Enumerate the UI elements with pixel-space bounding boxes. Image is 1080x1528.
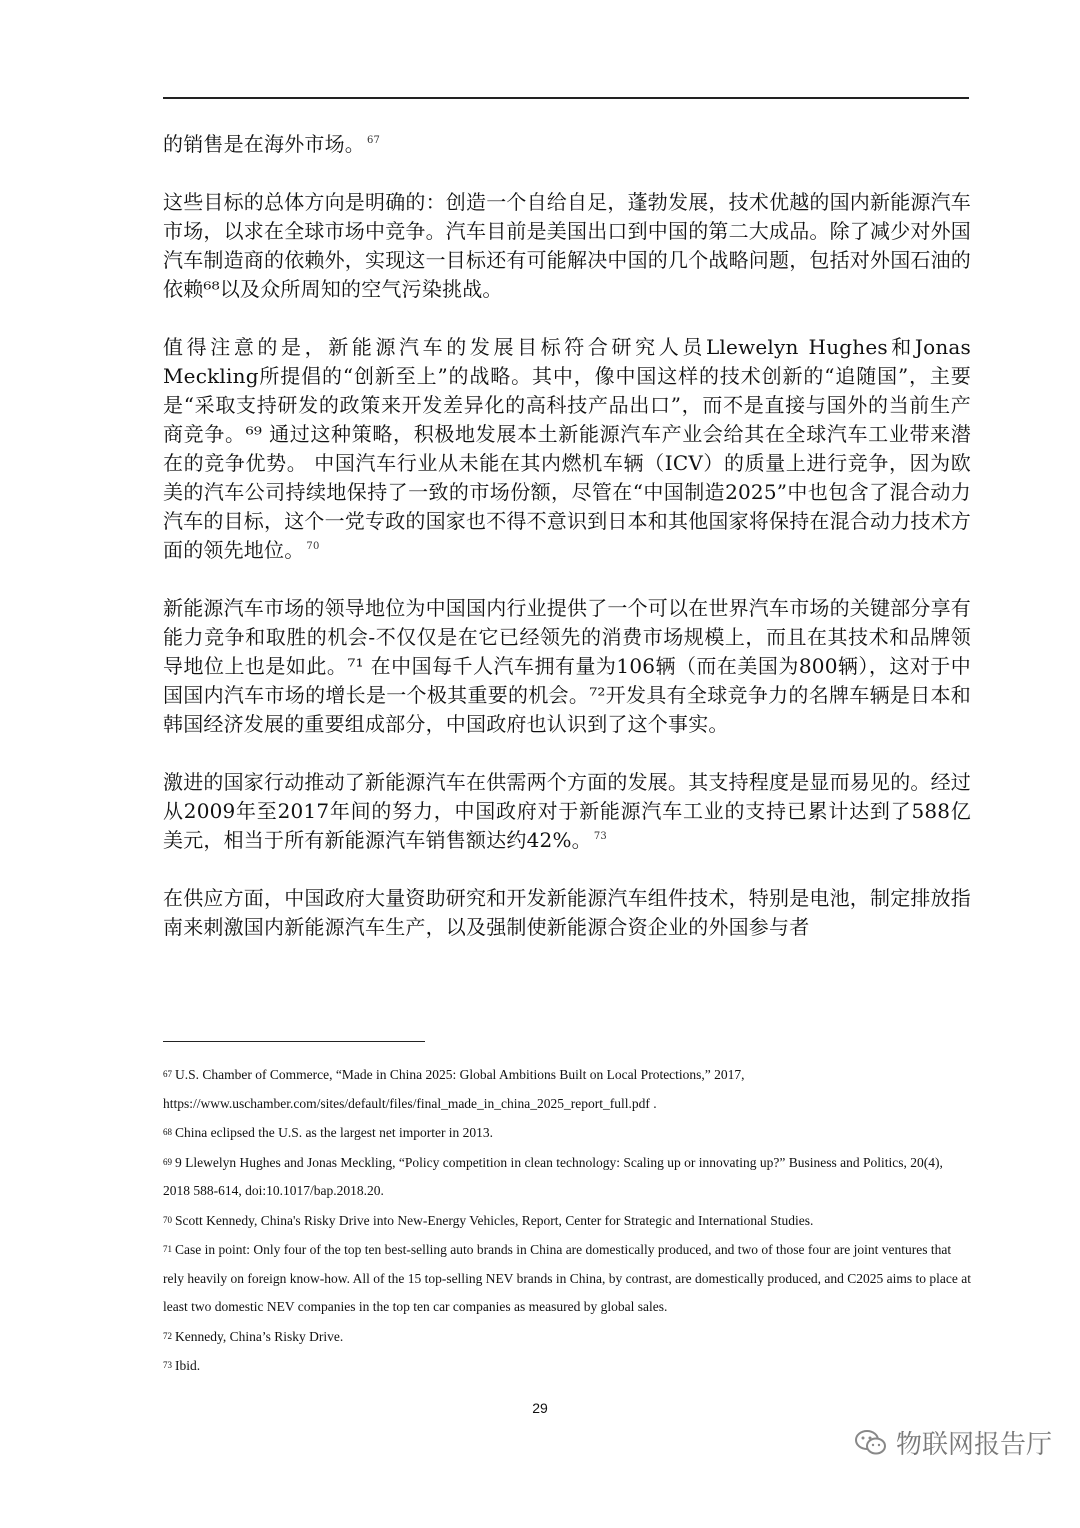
footnote-ref: 70 [306, 541, 320, 553]
watermark-text: 物联网报告厅 [895, 1430, 1052, 1460]
header-rule [163, 97, 969, 99]
footnote: 73 Ibid. [163, 1358, 201, 1373]
watermark [854, 1424, 1052, 1461]
footnote-ref: 67 [367, 135, 381, 147]
footnote: 70 Scott Kennedy, China's Risky Drive into New-Energy Vehicles, Report, Center for Strategic and International Studies. [163, 1212, 814, 1228]
paragraph: 的销售是在海外市场。 $^{67}$ [163, 132, 381, 156]
paragraph: 这些目标的总体方向是明确的：创造一个自给自足，蓬勃发展，技术优越的国内新能源汽车市场，以求在全球市场中竞争。汽车目前是美国出口到中国的第二大成品。除了减少对外国汽车制造商的依赖外，实现这一目标还有可能解决中国的几个战略问题，包括对外国石油的依赖⁶⁸以及众所周知的空气污染挑战。 [163, 190, 971, 301]
body-text [163, 130, 971, 942]
footnote: 72 Kennedy, China’s Risky Drive. [163, 1328, 344, 1344]
paragraph: 值得注意的是，新能源汽车的发展目标符合研究人员Llewelyn Hughes和Jonas Meckling所提倡的“创新至上”的战略。其中，像中国这样的技术创新的“追随国”，主要是“采取支持研发的政策来开发差异化的高科技产品出口”，而不是直接与国外的当前生产商竞争。⁶⁹ 通过这种策略，积极地发展本土新能源汽车产业会给其在全球汽车工业带来潜在的竞争优势。 中国汽车行业从未能在其内燃机车辆（ICV）的质量上进行竞争，因为欧美的汽车公司持续地保持了一致的市场份额，尽管在“中国制造2025”中也包含了混合动力汽车的目标，这个一党专政的国家也不得不意识到日本和其他国家将保持在混合动力技术方面的领先地位。 $^{70}$ [163, 335, 971, 562]
footnote: 71 Case in point: Only four of the top ten best-selling auto brands in China are domestically produced, and two of those four are joint ventures that rely heavily on foreign know-how. All of the 15 top-selling NEV brands in China, by contrast, are domestically produced, and C2025 aims to place at least two domestic NEV companies in the top ten car companies as measured by global sales. [163, 1242, 971, 1314]
footnote-rule [163, 1041, 425, 1042]
page-number: 29 [532, 1400, 548, 1416]
wechat-icon [854, 1429, 888, 1457]
paragraph: 新能源汽车市场的领导地位为中国国内行业提供了一个可以在世界汽车市场的关键部分享有能力竞争和取胜的机会-不仅仅是在它已经领先的消费市场规模上，而且在其技术和品牌领导地位上也是如此。⁷¹ 在中国每千人汽车拥有量为106辆（而在美国为800辆），这对于中国国内汽车市场的增长是一个极其重要的机会。⁷²开发具有全球竞争力的名牌车辆是日本和韩国经济发展的重要组成部分，中国政府也认识到了这个事实。 [163, 596, 971, 736]
footnote: 68 China eclipsed the U.S. as the largest net importer in 2013. [163, 1125, 494, 1140]
footnote: 67 U.S. Chamber of Commerce, “Made in China 2025: Global Ambitions Built on Local Protections,” 2017, https://www.uschamber.com/sites/default/files/final_made_in_china_2025_report_full.pdf . [163, 1067, 745, 1111]
footnote: 69 9 Llewelyn Hughes and Jonas Meckling, “Policy competition in clean technology: Scaling up or innovating up?” Business and Politics, 20(4), 2018 588-614, doi:10.1017/bap.2018.20. [163, 1154, 943, 1198]
footnotes [163, 1060, 973, 1381]
footnote-ref: 73 [593, 831, 607, 843]
paragraph: 激进的国家行动推动了新能源汽车在供需两个方面的发展。其支持程度是显而易见的。经过从2009年至2017年间的努力，中国政府对于新能源汽车工业的支持已累计达到了588亿美元，相当于所有新能源汽车销售额达约42%。 $^{73}$ [163, 770, 971, 852]
paragraph: 在供应方面，中国政府大量资助研究和开发新能源汽车组件技术，特别是电池，制定排放指南来刺激国内新能源汽车生产，以及强制使新能源合资企业的外国参与者 [163, 886, 971, 939]
